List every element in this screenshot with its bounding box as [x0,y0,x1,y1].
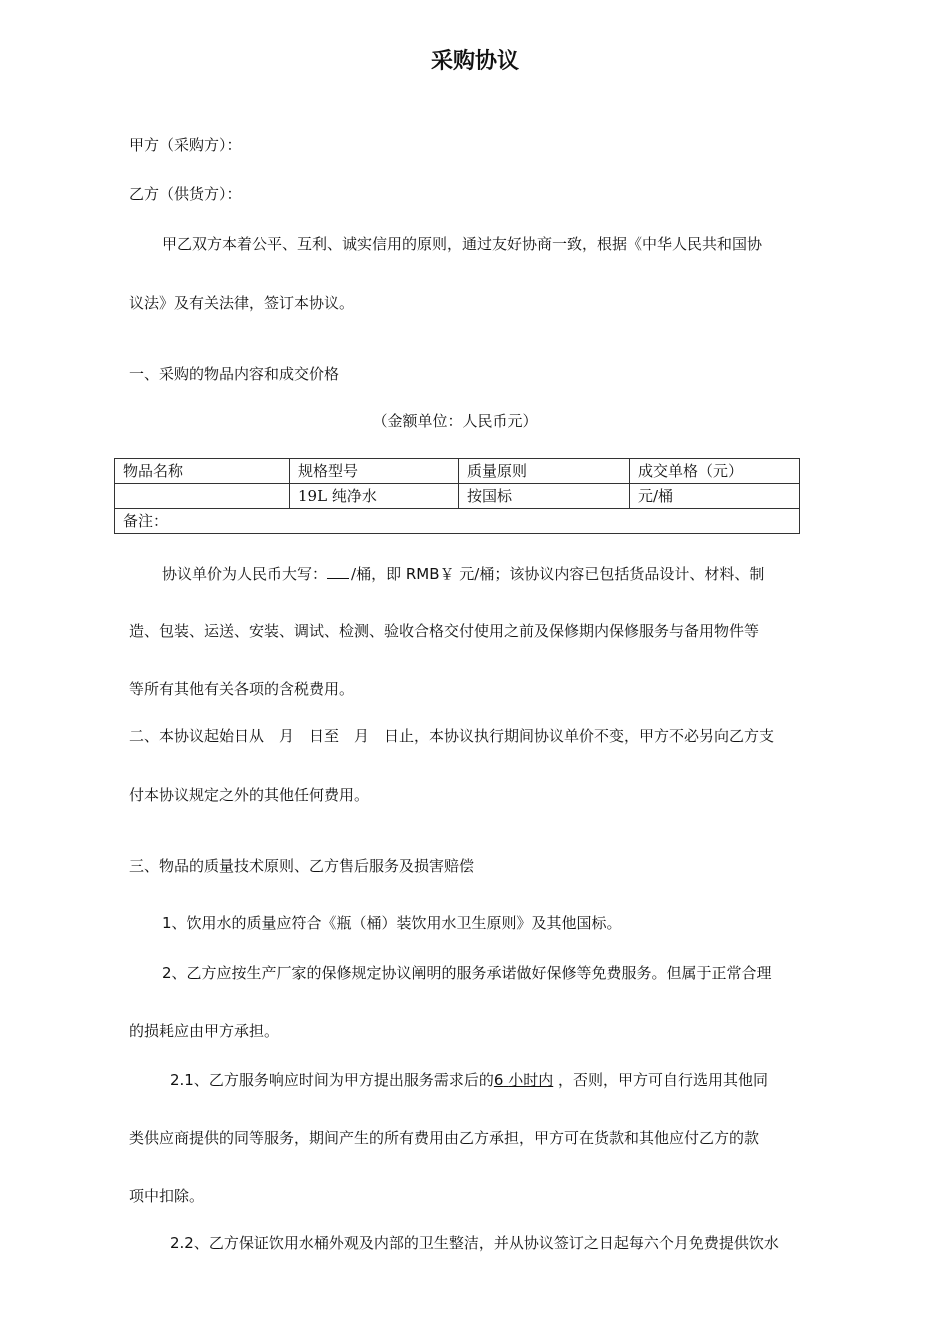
party-a-label: 甲方（采购方）： [129,136,242,154]
amount-unit-note: （金额单位：人民币元） [372,412,538,430]
item-1-number: 1 [162,914,172,932]
item-2-2-text: 、乙方保证饮用水桶外观及内部的卫生整洁，并从协议签订之日起每六个月免费提供饮水 [193,1234,779,1252]
item-2-1-number: 2.1 [170,1071,194,1089]
table-cell [115,484,290,509]
section-2-line-2: 付本协议规定之外的其他任何费用。 [129,786,370,804]
item-1 [162,912,902,934]
table-remark-row [115,509,800,534]
item-2-1-line-2: 类供应商提供的同等服务，期间产生的所有费用由乙方承担，甲方可在货款和其他应付乙方的款 [129,1129,760,1147]
item-2-line-2: 的损耗应由甲方承担。 [129,1022,280,1040]
item-1-text: 、饮用水的质量应符合《瓶（桶）装饮用水卫生原则》及其他国标。 [171,914,622,932]
price-text-1: 协议单价为人民币大写： [162,565,328,583]
price-paragraph-line-2: 造、包装、运送、安装、调试、检测、验收合格交付使用之前及保修期内保修服务与备用物件等 [129,622,760,640]
table-header-cell: 成交单格（元） [630,459,800,484]
table-header-cell: 规格型号 [290,459,459,484]
table-header-row [115,459,800,484]
item-2-1-text-before: 、乙方服务响应时间为甲方提出服务需求后的 [193,1071,494,1089]
response-time-highlight [494,1071,553,1089]
party-b-label: 乙方（供货方）： [129,185,242,203]
item-2-2-line-1 [170,1232,910,1254]
item-2-1-line-3: 项中扣除。 [129,1187,205,1205]
price-paragraph-line-3: 等所有其他有关各项的含税费用。 [129,680,355,698]
section-3-heading: 三、物品的质量技术原则、乙方售后服务及损害赔偿 [129,857,475,875]
response-time-unit: 小时内 [508,1071,554,1089]
table-cell: 元/桶 [630,484,800,509]
table-remark-cell: 备注： [115,509,800,534]
price-paragraph-line-1 [162,562,902,585]
table-header-cell: 质量原则 [459,459,630,484]
item-2-2-number: 2.2 [170,1234,194,1252]
table-header-cell: 物品名称 [115,459,290,484]
response-time-number: 6 [493,1071,504,1089]
price-text-2: /桶，即 [351,565,402,583]
price-text-rmb: RMB￥ [405,565,455,583]
section-1-heading: 一、采购的物品内容和成交价格 [129,365,340,383]
intro-line-2: 议法》及有关法律，签订本协议。 [129,294,355,312]
table-cell: 19L 纯净水 [290,484,459,509]
items-table [114,458,800,534]
document-title: 采购协议 [430,49,519,74]
item-2-line-1 [162,962,902,984]
table-cell: 按国标 [459,484,630,509]
intro-line-1: 甲乙双方本着公平、互利、诚实信用的原则，通过友好协商一致，根据《中华人民共和国协 [162,235,763,253]
table-row [115,484,800,509]
section-2-line-1: 二、本协议起始日从 月 日至 月 日止，本协议执行期间协议单价不变，甲方不必另向乙方支 [129,727,775,745]
price-text-4: 元/桶；该协议内容已包括货品设计、材料、制 [459,565,765,583]
item-2-1-text-after: ，否则，甲方可自行选用其他同 [558,1071,769,1089]
item-2-number: 2 [162,964,172,982]
item-2-text: 、乙方应按生产厂家的保修规定协议阐明的服务承诺做好保修等免费服务。但属于正常合理 [171,964,772,982]
item-2-1-line-1 [170,1069,910,1091]
price-blank [327,562,349,579]
